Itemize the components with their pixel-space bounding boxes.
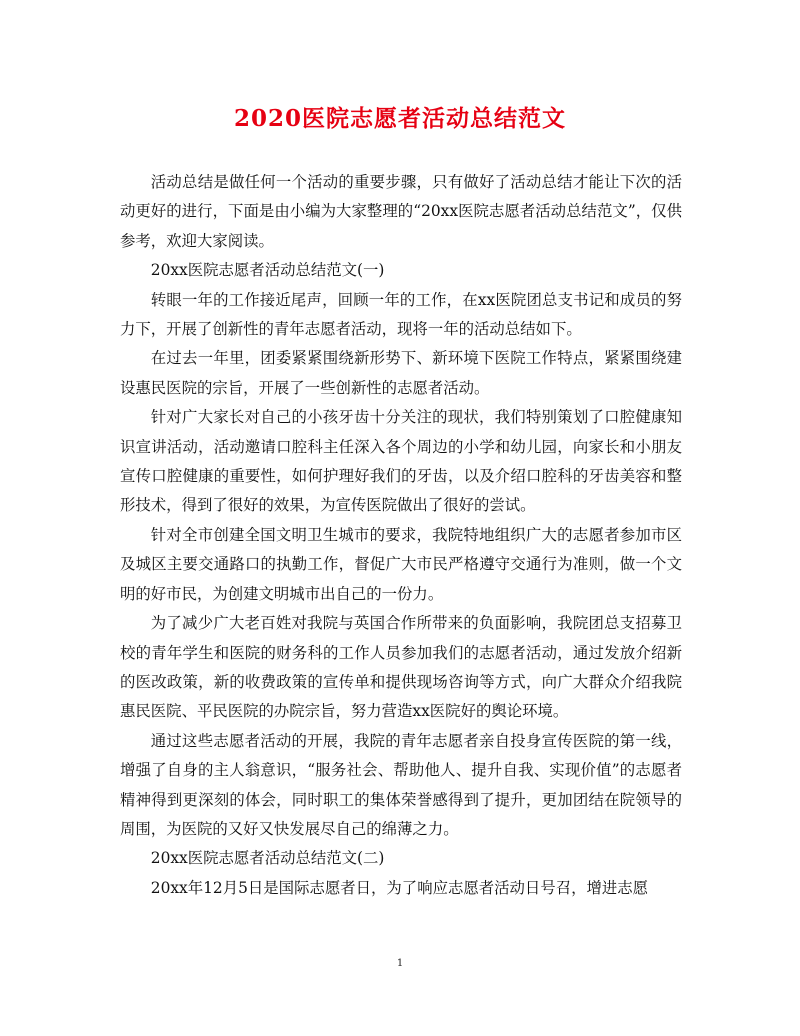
paragraph: 针对广大家长对自己的小孩牙齿十分关注的现状，我们特别策划了口腔健康知识宣讲活动，活动邀请口腔科主任深入各个周边的小学和幼儿园，向家长和小朋友宣传口腔健康的重要性，如何护理好我们的牙齿，以及介绍口腔科的牙齿美容和整形技术，得到了很好的效果，为宣传医院做出了很好的尝试。 xyxy=(120,408,682,515)
section-heading-2: 20xx医院志愿者活动总结范文(二) xyxy=(150,849,385,868)
document-title: 2020医院志愿者活动总结范文 xyxy=(233,105,566,132)
paragraph: 通过这些志愿者活动的开展，我院的青年志愿者亲自投身宣传医院的第一线，增强了自身的主人翁意识，“服务社会、帮助他人、提升自我、实现价值”的志愿者精神得到更深刻的体会，同时职工的集体荣誉感得到了提升，更加团结在院领导的周围，为医院的又好又快发展尽自己的绵薄之力。 xyxy=(120,731,682,838)
paragraph: 为了减少广大老百姓对我院与英国合作所带来的负面影响，我院团总支招募卫校的青年学生和医院的财务科的工作人员参加我们的志愿者活动，通过发放介绍新的医改政策，新的收费政策的宣传单和提供现场咨询等方式，向广大群众介绍我院惠民医院、平民医院的办院宗旨，努力营造xx医院好的舆论环境。 xyxy=(120,614,682,721)
document-body xyxy=(120,168,682,903)
paragraph: 针对全市创建全国文明卫生城市的要求，我院特地组织广大的志愿者参加市区及城区主要交通路口的执勤工作，督促广大市民严格遵守交通行为准则，做一个文明的好市民，为创建文明城市出自己的一份力。 xyxy=(120,525,682,603)
paragraph: 20xx年12月5日是国际志愿者日，为了响应志愿者活动日号召，增进志愿 xyxy=(150,878,649,897)
paragraph-intro: 活动总结是做任何一个活动的重要步骤，只有做好了活动总结才能让下次的活动更好的进行，下面是由小编为大家整理的“20xx医院志愿者活动总结范文”，仅供参考，欢迎大家阅读。 xyxy=(120,173,682,250)
paragraph: 在过去一年里，团委紧紧围绕新形势下、新环境下医院工作特点，紧紧围绕建设惠民医院的宗旨，开展了一些创新性的志愿者活动。 xyxy=(120,349,682,397)
paragraph: 转眼一年的工作接近尾声，回顾一年的工作，在xx医院团总支书记和成员的努力下，开展了创新性的青年志愿者活动，现将一年的活动总结如下。 xyxy=(120,290,682,339)
page-number: 1 xyxy=(396,958,404,969)
section-heading-1: 20xx医院志愿者活动总结范文(一) xyxy=(150,261,385,280)
